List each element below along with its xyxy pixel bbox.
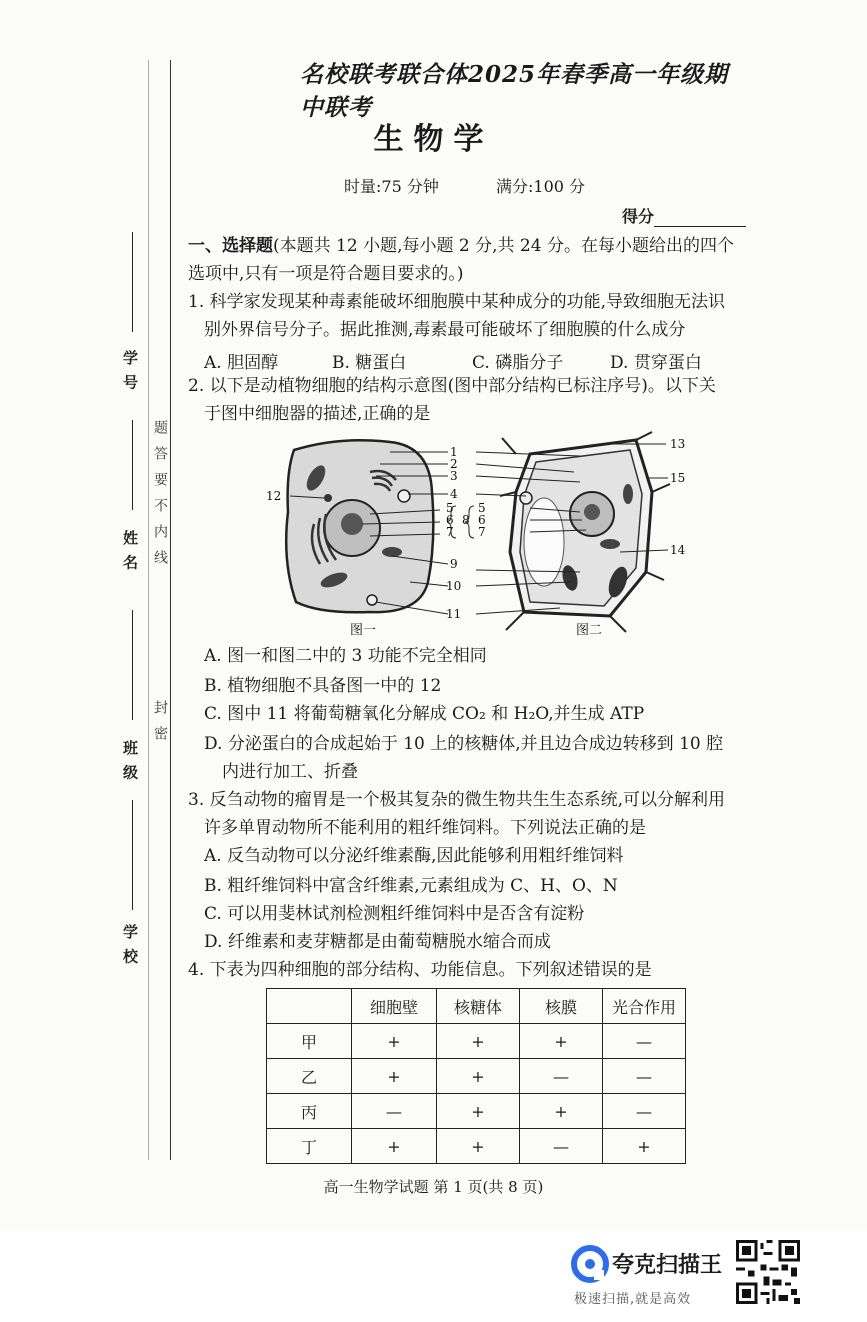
table-cell: —	[603, 1094, 686, 1129]
scanner-tagline: 极速扫描,就是高效	[574, 1292, 692, 1307]
fig2-caption: 图二	[576, 623, 603, 638]
school-blank[interactable]	[132, 800, 133, 910]
animal-cell	[286, 440, 433, 612]
school-label: 学 校	[121, 924, 139, 966]
table-cell: +	[437, 1129, 520, 1164]
table-header-cell: 光合作用	[603, 989, 686, 1024]
fig-label-15: 15	[670, 471, 686, 485]
table-header-cell	[267, 989, 352, 1024]
fig-label-7-left: 7	[446, 525, 454, 539]
student-id-blank[interactable]	[132, 232, 133, 332]
class-blank[interactable]	[132, 610, 133, 720]
margin-rule-outer	[170, 60, 171, 1160]
q3-option-a[interactable]: A. 反刍动物可以分泌纤维素酶,因此能够利用粗纤维饲料	[204, 846, 624, 866]
q2-option-d-cont: 内进行加工、折叠	[222, 762, 358, 782]
fig-label-9: 9	[450, 557, 458, 571]
q2-option-a[interactable]: A. 图一和图二中的 3 功能不完全相同	[204, 646, 487, 666]
scanner-logo-icon	[572, 1246, 608, 1282]
plant-cell	[500, 432, 670, 632]
table-cell: —	[603, 1024, 686, 1059]
fig-label-8: 8	[462, 513, 470, 527]
table-header-cell: 核膜	[520, 989, 603, 1024]
margin-rule-inner	[148, 60, 149, 1160]
subject-title: 生物学	[373, 122, 494, 157]
table-row	[267, 1059, 686, 1094]
table-cell: +	[437, 1024, 520, 1059]
fig1-caption: 图一	[350, 623, 377, 638]
table-row	[267, 1024, 686, 1059]
q2-option-c[interactable]: C. 图中 11 将葡萄糖氧化分解成 CO₂ 和 H₂O,并生成 ATP	[204, 704, 645, 724]
table-cell: +	[603, 1129, 686, 1164]
q1-stem-2: 别外界信号分子。据此推测,毒素最可能破坏了细胞膜的什么成分	[204, 320, 686, 340]
fig-label-6-left: 6	[446, 513, 454, 527]
fig-label-11: 11	[446, 607, 462, 621]
q1-option-c[interactable]: C. 磷脂分子	[472, 353, 564, 373]
q1-option-d[interactable]: D. 贯穿蛋白	[610, 353, 702, 373]
fig-label-4: 4	[450, 487, 458, 501]
table-header-cell: 细胞壁	[352, 989, 437, 1024]
scanner-app-name: 夸克扫描王	[612, 1253, 723, 1278]
fig-label-5-left: 5	[446, 501, 454, 515]
section-title: 一、选择题	[188, 236, 273, 256]
table-header-cell: 核糖体	[437, 989, 520, 1024]
table-cell: 丁	[267, 1129, 352, 1164]
q3-stem-2: 许多单胃动物所不能利用的粗纤维饲料。下列说法正确的是	[204, 818, 646, 838]
fig-label-7-right: 7	[478, 525, 486, 539]
exam-title: 名校联考联合体2025年春季高一年级期中联考	[300, 61, 729, 121]
q2-stem-2: 于图中细胞器的描述,正确的是	[204, 404, 431, 424]
fig-label-2: 2	[450, 457, 458, 471]
table-cell: +	[437, 1059, 520, 1094]
section-desc-2: 选项中,只有一项是符合题目要求的。)	[188, 264, 464, 284]
score-blank[interactable]	[654, 212, 746, 227]
table-cell: +	[520, 1094, 603, 1129]
fig-label-3: 3	[450, 469, 458, 483]
name-blank[interactable]	[132, 420, 133, 510]
table-cell: 丙	[267, 1094, 352, 1129]
table-cell: —	[520, 1059, 603, 1094]
fig-label-14: 14	[670, 543, 686, 557]
q2-option-b[interactable]: B. 植物细胞不具备图一中的 12	[204, 676, 442, 696]
seal-text-lower: 封密	[152, 700, 168, 752]
table-cell: 乙	[267, 1059, 352, 1094]
score-label: 得分	[622, 207, 655, 226]
fig-label-10: 10	[446, 579, 462, 593]
table-cell: +	[437, 1094, 520, 1129]
student-id-label: 学 号	[121, 350, 139, 392]
cell-diagram	[266, 432, 700, 638]
fig-label-1: 1	[450, 445, 458, 459]
table-cell: 甲	[267, 1024, 352, 1059]
table-row	[267, 1129, 686, 1164]
table-cell: +	[520, 1024, 603, 1059]
q2-stem-1: 2. 以下是动植物细胞的结构示意图(图中部分结构已标注序号)。以下关	[188, 376, 716, 396]
q1-option-a[interactable]: A. 胆固醇	[204, 353, 279, 373]
page-footer: 高一生物学试题 第 1 页(共 8 页)	[323, 1178, 544, 1196]
seal-text-upper: 题答要不内线	[152, 420, 168, 576]
name-label: 姓 名	[121, 530, 139, 572]
fig-label-12: 12	[266, 489, 282, 503]
table-cell: +	[352, 1129, 437, 1164]
q4-stem: 4. 下表为四种细胞的部分结构、功能信息。下列叙述错误的是	[188, 960, 652, 980]
q1-option-b[interactable]: B. 糖蛋白	[332, 353, 407, 373]
q3-option-c[interactable]: C. 可以用斐林试剂检测粗纤维饲料中是否含有淀粉	[204, 904, 585, 924]
q1-stem-1: 1. 科学家发现某种毒素能破坏细胞膜中某种成分的功能,导致细胞无法识	[188, 292, 726, 312]
fig-label-5-right: 5	[478, 501, 486, 515]
fig-label-6-right: 6	[478, 513, 486, 527]
table-cell: +	[352, 1024, 437, 1059]
table-cell: +	[352, 1059, 437, 1094]
q3-option-b[interactable]: B. 粗纤维饲料中富含纤维素,元素组成为 C、H、O、N	[204, 876, 618, 896]
exam-time: 时量:75 分钟	[344, 177, 439, 196]
class-label: 班 级	[121, 740, 139, 782]
score-field	[622, 204, 746, 227]
qr-code-icon[interactable]	[736, 1240, 800, 1304]
full-score: 满分:100 分	[496, 177, 586, 196]
section-heading	[188, 236, 734, 256]
table-header-row	[267, 989, 686, 1024]
q3-option-d[interactable]: D. 纤维素和麦芽糖都是由葡萄糖脱水缩合而成	[204, 932, 551, 952]
section-desc-1: (本题共 12 小题,每小题 2 分,共 24 分。在每小题给出的四个	[273, 236, 734, 256]
table-cell: —	[603, 1059, 686, 1094]
cell-info-table	[266, 988, 686, 1164]
table-row	[267, 1094, 686, 1129]
table-cell: —	[520, 1129, 603, 1164]
q2-option-d[interactable]: D. 分泌蛋白的合成起始于 10 上的核糖体,并且边合成边转移到 10 腔	[204, 734, 724, 754]
table-cell: —	[352, 1094, 437, 1129]
fig-label-13: 13	[670, 437, 686, 451]
q3-stem-1: 3. 反刍动物的瘤胃是一个极其复杂的微生物共生生态系统,可以分解利用	[188, 790, 726, 810]
